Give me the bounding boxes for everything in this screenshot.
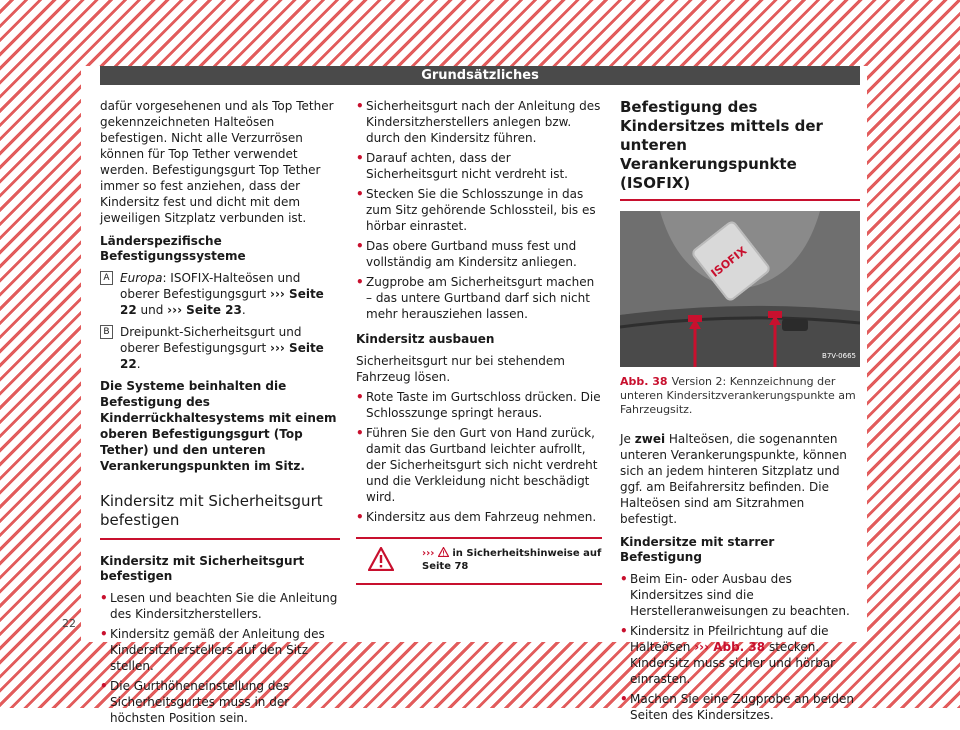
item-b-text: Dreipunkt-Sicherheitsgurt und oberer Befestigungsgurt — [120, 325, 302, 355]
fasten-heading: Kindersitz mit Sicherheitsgurt befestigen — [100, 554, 305, 583]
figure-caption — [620, 375, 860, 417]
list-item — [620, 623, 860, 687]
chapter-header: Grundsätzliches — [100, 66, 860, 85]
isofix-seat-photo — [620, 211, 860, 367]
warning-text: in Sicherheitshinweise auf — [448, 548, 602, 559]
list-item: • Darauf achten, dass der Sicherheitsgurt nicht verdreht ist. — [356, 150, 602, 182]
remove-intro: Sicherheitsgurt nur bei stehendem Fahrzeug lösen. — [356, 354, 565, 384]
list-item: • Rote Taste im Gurtschloss drücken. Die Schlosszunge springt heraus. — [356, 389, 602, 421]
safety-warning-box[interactable] — [356, 537, 602, 585]
remove-heading: Kindersitz ausbauen — [356, 332, 495, 346]
list-item: • Lesen und beachten Sie die Anleitung des Kindersitzherstellers. — [100, 590, 342, 622]
warning-prefix: ››› — [422, 548, 435, 559]
figure-label: Abb. 38 — [620, 375, 668, 388]
bullet-pre: Kindersitz in Pfeilrichtung auf die Halteösen — [630, 624, 829, 654]
column-left — [100, 98, 342, 730]
region-europa: Europa — [120, 271, 163, 285]
letter-a-marker: A — [100, 271, 113, 285]
system-item-a — [100, 270, 342, 318]
page-ref-link[interactable]: ››› Seite 23 — [167, 303, 242, 317]
list-item: • Die Gurthöheneinstellung des Sicherheitsgurtes muss in der höchsten Position sein. — [100, 678, 342, 726]
intro-paragraph: dafür vorgesehenen und als Top Tether gekennzeichneten Halteösen befestigen. Nicht alle Verzurrösen können für Top Tether verwendet werden. Befestigungsgurt Top Tether immer so fest anziehen, dass der Kindersitz fest und dicht mit dem jeweiligen Sitzplatz verbunden ist. — [100, 99, 334, 225]
isofix-tag-label: ISOFIX — [708, 244, 750, 280]
list-item: • Das obere Gurtband muss fest und vollständig am Kindersitz anliegen. — [356, 238, 602, 270]
warning-reference — [422, 547, 601, 573]
item-a-mid: und — [136, 303, 168, 317]
list-item: • Machen Sie eine Zugprobe an beiden Seiten des Kindersitzes. — [620, 691, 860, 723]
item-b-end: . — [136, 357, 141, 371]
page-number: 22 — [62, 617, 76, 630]
isofix-paragraph — [620, 431, 860, 527]
small-warning-icon — [438, 547, 449, 557]
list-item: • Führen Sie den Gurt von Hand zurück, damit das Gurtband leichter aufrollt, der Sicherheitsgurt sich nicht verdreht und die Verkleidung nicht beschädigt wird. — [356, 425, 602, 505]
list-item: • Stecken Sie die Schlosszunge in das zum Sitz gehörende Schlossteil, bis es hörbar einrastet. — [356, 186, 602, 234]
system-item-b — [100, 324, 342, 372]
isofix-section-title: Befestigung des Kindersitzes mittels der unteren Verankerungspunkte (ISOFIX) — [620, 98, 860, 201]
letter-b-marker: B — [100, 325, 113, 339]
item-a-text: : ISOFIX-Halteösen und oberer Befestigungsgurt — [120, 271, 301, 301]
column-right — [620, 98, 860, 727]
bullet-post: stecken. Kindersitz muss sicher und hörbar einrasten. — [630, 640, 836, 686]
systems-heading: Länderspezifische Befestigungssysteme — [100, 234, 246, 263]
list-item: • Sicherheitsgurt nach der Anleitung des Kindersitzherstellers anlegen bzw. durch den Kindersitz führen. — [356, 98, 602, 146]
section-title: Kindersitz mit Sicherheitsgurt befestigen — [100, 492, 340, 540]
page-ref-link[interactable]: ››› Seite 22 — [120, 341, 324, 371]
para-pre: Je — [620, 432, 635, 446]
systems-note: Die Systeme beinhalten die Befestigung des Kinderrückhaltesystems mit einem oberen Befestigungsgurt (Top Tether) und den unteren Verankerungspunkten im Sitz. — [100, 379, 337, 473]
warning-page: Seite 78 — [422, 561, 469, 572]
figure-ref-link[interactable]: ››› Abb. 38 — [694, 640, 766, 654]
list-item: • Zugprobe am Sicherheitsgurt machen – das untere Gurtband darf sich nicht mehr herausziehen lassen. — [356, 274, 602, 322]
para-bold: zwei — [634, 432, 666, 446]
warning-triangle-icon — [368, 547, 394, 571]
list-item: • Beim Ein- oder Ausbau des Kindersitzes sind die Herstelleranweisungen zu beachten. — [620, 571, 860, 619]
figure-caption-text: Version 2: Kennzeichnung der unteren Kindersitzverankerungspunkte am Fahrzeugsitz. — [620, 375, 856, 416]
list-item: • Kindersitz aus dem Fahrzeug nehmen. — [356, 509, 602, 525]
rigid-heading: Kindersitze mit starrer Befestigung — [620, 535, 775, 564]
item-a-end: . — [241, 303, 246, 317]
page-ref-link[interactable]: ››› Seite 22 — [120, 287, 324, 317]
para-post: Halteösen, die sogenannten unteren Verankerungspunkte, können sich an jedem hinteren Sitzplatz und ggf. am Beifahrersitz befinden. Die Halteösen sind am Sitzrahmen befestigt. — [620, 432, 847, 526]
list-item: • Kindersitz gemäß der Anleitung des Kindersitzherstellers auf den Sitz stellen. — [100, 626, 342, 674]
column-middle — [356, 98, 602, 585]
figure-code: B7V-0665 — [822, 352, 856, 360]
